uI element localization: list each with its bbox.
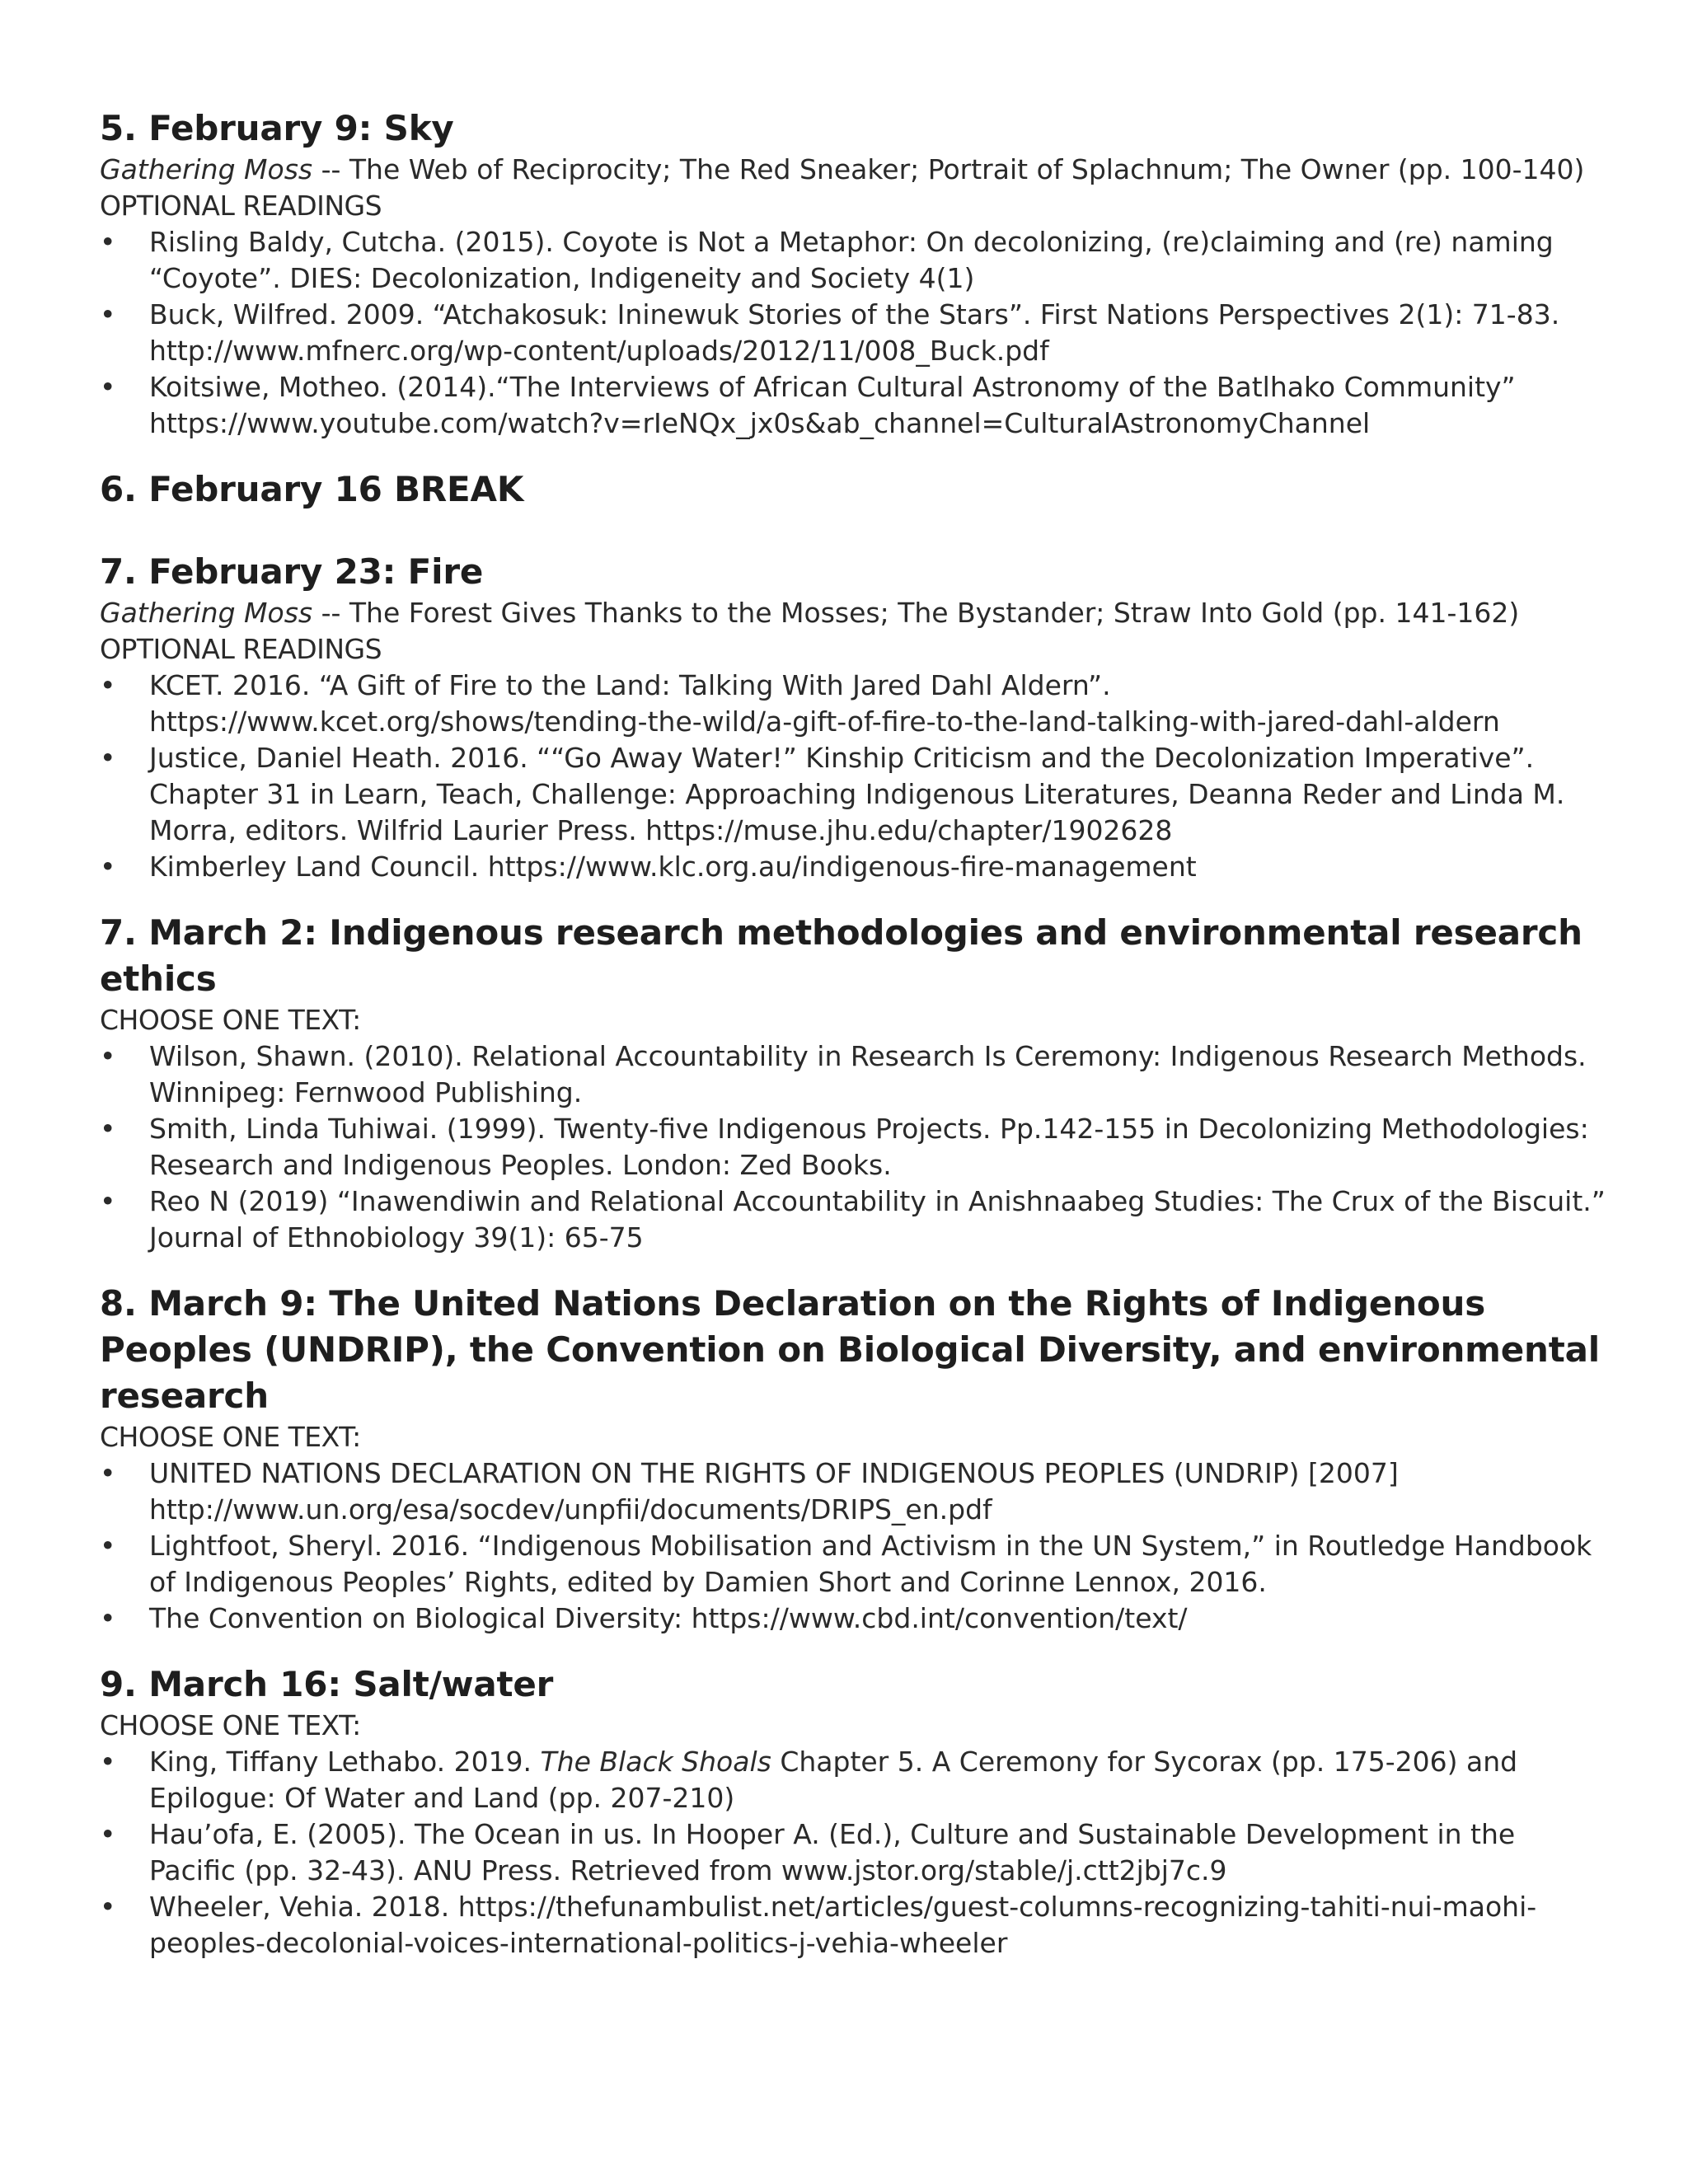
list-item bbox=[100, 849, 1608, 885]
reference-list bbox=[100, 224, 1608, 442]
list-item bbox=[100, 1183, 1608, 1256]
bullet: • bbox=[100, 1602, 116, 1634]
list-item bbox=[100, 1744, 1608, 1816]
reference-text: Justice, Daniel Heath. 2016. ““Go Away Water!” Kinship Criticism and the Decolonization Imperative”. Chapter 31 in Learn, Teach, Challenge: Approaching Indigenous Literatures, Deanna Reder and Linda M. Morra, editors. Wilfrid Laurier Press. https://muse.jhu.edu/chapter/1902628 bbox=[149, 742, 1565, 846]
reference-text: Risling Baldy, Cutcha. (2015). Coyote is Not a Metaphor: On decolonizing, (re)claiming and (re) naming “Coyote”. DIES: Decolonization, Indigeneity and Society 4(1) bbox=[149, 226, 1554, 294]
reference-list bbox=[100, 1455, 1608, 1637]
week-8-section bbox=[100, 1281, 1608, 1637]
reference-text: Lightfoot, Sheryl. 2016. “Indigenous Mobilisation and Activism in the UN System,” in Routledge Handbook of Indigenous Peoples’ Rights, edited by Damien Short and Corinne Lennox, 2016. bbox=[149, 1530, 1592, 1598]
bullet: • bbox=[100, 1891, 116, 1923]
week-9-heading: 9. March 16: Salt/water bbox=[100, 1664, 554, 1704]
bullet: • bbox=[100, 851, 116, 883]
list-item bbox=[100, 1601, 1608, 1637]
reference-author: King, Tiffany Lethabo. 2019. bbox=[149, 1746, 541, 1778]
reference-text bbox=[149, 1744, 1608, 1816]
bullet: • bbox=[100, 226, 116, 258]
reading-book-title: Gathering Moss bbox=[100, 597, 313, 629]
week-5-heading: 5. February 9: Sky bbox=[100, 108, 454, 148]
list-item bbox=[100, 297, 1608, 369]
reference-text: Kimberley Land Council. https://www.klc.org.au/indigenous-fire-management bbox=[149, 851, 1197, 883]
reading-book-title: Gathering Moss bbox=[100, 153, 313, 185]
week-7-fire-section bbox=[100, 549, 1608, 885]
bullet: • bbox=[100, 1040, 116, 1072]
week-6-section bbox=[100, 466, 1608, 513]
optional-readings-label: OPTIONAL READINGS bbox=[100, 190, 382, 222]
week-6-heading: 6. February 16 BREAK bbox=[100, 469, 524, 509]
reference-text: Wheeler, Vehia. 2018. https://thefunambulist.net/articles/guest-columns-recognizing-tahiti-nui-maohi-peoples-decolonial-voices-international-politics-j-vehia-wheeler bbox=[149, 1891, 1537, 1959]
reference-text: KCET. 2016. “A Gift of Fire to the Land: Talking With Jared Dahl Aldern”. https://www.kcet.org/shows/tending-the-wild/a-gift-of-fire-to-the-land-talking-with-jared-dahl-aldern bbox=[149, 669, 1500, 738]
list-item bbox=[100, 1038, 1608, 1111]
reference-list bbox=[100, 668, 1608, 885]
optional-readings-label: OPTIONAL READINGS bbox=[100, 633, 382, 665]
reference-text: UNITED NATIONS DECLARATION ON THE RIGHTS OF INDIGENOUS PEOPLES (UNDRIP) [2007] http://www.un.org/esa/socdev/unpfii/documents/DRIPS_en.pdf bbox=[149, 1457, 1399, 1526]
week-5-reading bbox=[100, 152, 1608, 188]
reference-book-title: The Black Shoals bbox=[540, 1746, 771, 1778]
week-7-fire-heading: 7. February 23: Fire bbox=[100, 551, 484, 592]
list-item bbox=[100, 668, 1608, 740]
list-item bbox=[100, 1889, 1608, 1961]
bullet: • bbox=[100, 1746, 116, 1778]
list-item bbox=[100, 1528, 1608, 1601]
list-item bbox=[100, 1816, 1608, 1889]
reference-text: Reo N (2019) “Inawendiwin and Relational Accountability in Anishnaabeg Studies: The Crux of the Biscuit.” Journal of Ethnobiology 39(1): 65-75 bbox=[149, 1185, 1606, 1254]
reference-text: Wilson, Shawn. (2010). Relational Accountability in Research Is Ceremony: Indigenous Research Methods. Winnipeg: Fernwood Publishing. bbox=[149, 1040, 1587, 1108]
reading-chapters: -- The Web of Reciprocity; The Red Sneaker; Portrait of Splachnum; The Owner (pp. 100-140) bbox=[312, 153, 1585, 185]
list-item bbox=[100, 740, 1608, 849]
week-7-methodologies-section bbox=[100, 910, 1608, 1256]
list-item bbox=[100, 1455, 1608, 1528]
reference-list bbox=[100, 1744, 1608, 1961]
reference-text: Buck, Wilfred. 2009. “Atchakosuk: Ininewuk Stories of the Stars”. First Nations Perspectives 2(1): 71-83. http://www.mfnerc.org/wp-content/uploads/2012/11/008_Buck.pdf bbox=[149, 298, 1560, 367]
week-8-heading: 8. March 9: The United Nations Declaration on the Rights of Indigenous Peoples (UNDRIP), the Convention on Biological Diversity, and environmental research bbox=[100, 1283, 1600, 1416]
bullet: • bbox=[100, 1530, 116, 1562]
list-item bbox=[100, 1111, 1608, 1183]
bullet: • bbox=[100, 1185, 116, 1217]
bullet: • bbox=[100, 1457, 116, 1489]
week-7-reading bbox=[100, 595, 1608, 631]
list-item bbox=[100, 369, 1608, 442]
choose-one-label: CHOOSE ONE TEXT: bbox=[100, 1421, 361, 1453]
choose-one-label: CHOOSE ONE TEXT: bbox=[100, 1004, 361, 1036]
bullet: • bbox=[100, 298, 116, 330]
week-5-section bbox=[100, 105, 1608, 442]
bullet: • bbox=[100, 371, 116, 403]
reference-text: The Convention on Biological Diversity: https://www.cbd.int/convention/text/ bbox=[149, 1602, 1188, 1634]
reference-list bbox=[100, 1038, 1608, 1256]
syllabus-page bbox=[100, 105, 1608, 1986]
list-item bbox=[100, 224, 1608, 297]
reference-text: Koitsiwe, Motheo. (2014).“The Interviews of African Cultural Astronomy of the Batlhako Community” https://www.youtube.com/watch?v=rIeNQx_jx0s&ab_channel=CulturalAstronomyChannel bbox=[149, 371, 1516, 439]
reading-chapters: -- The Forest Gives Thanks to the Mosses; The Bystander; Straw Into Gold (pp. 141-162) bbox=[312, 597, 1520, 629]
bullet: • bbox=[100, 1113, 116, 1145]
bullet: • bbox=[100, 1818, 116, 1850]
reference-text: Smith, Linda Tuhiwai. (1999). Twenty-five Indigenous Projects. Pp.142-155 in Decolonizing Methodologies: Research and Indigenous Peoples. London: Zed Books. bbox=[149, 1113, 1589, 1181]
week-7-methodologies-heading: 7. March 2: Indigenous research methodologies and environmental research ethics bbox=[100, 912, 1582, 999]
reference-text: Hau’ofa, E. (2005). The Ocean in us. In Hooper A. (Ed.), Culture and Sustainable Development in the Pacific (pp. 32-43). ANU Press. Retrieved from www.jstor.org/stable/j.ctt2jbj7c.9 bbox=[149, 1818, 1516, 1886]
week-9-section bbox=[100, 1661, 1608, 1961]
bullet: • bbox=[100, 669, 116, 701]
choose-one-label: CHOOSE ONE TEXT: bbox=[100, 1709, 361, 1741]
bullet: • bbox=[100, 742, 116, 774]
reference-details: Chapter 5. A Ceremony for Sycorax (pp. 175-206) and Epilogue: Of Water and Land (pp. 207-210) bbox=[149, 1746, 1518, 1814]
